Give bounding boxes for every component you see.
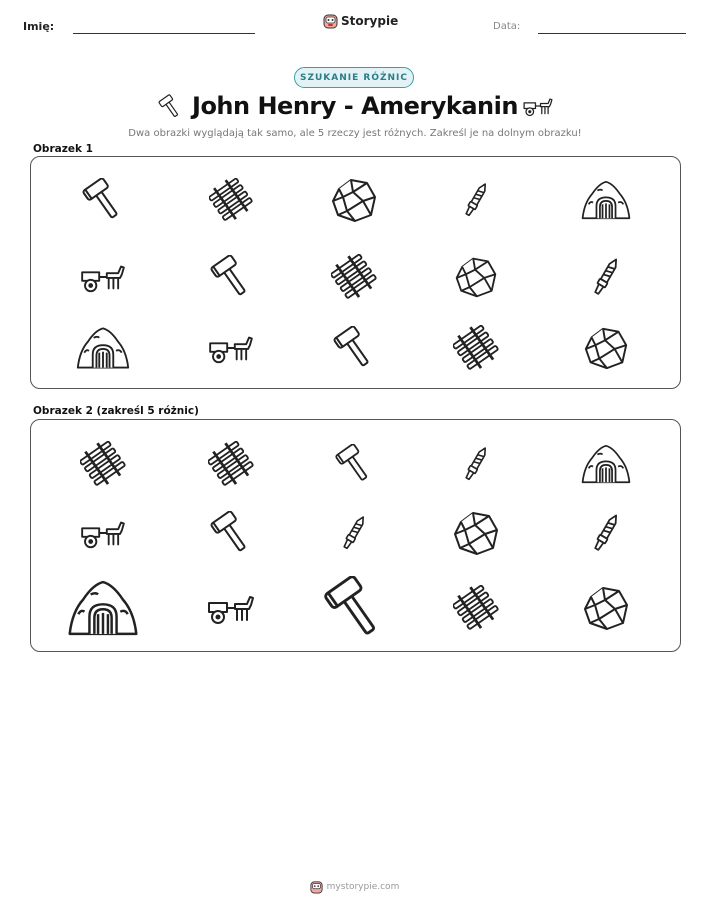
rock-icon	[329, 175, 379, 225]
storypie-mascot-icon	[323, 13, 338, 29]
rock-icon	[582, 324, 630, 372]
rock-icon[interactable]	[581, 583, 631, 633]
rail-track-icon	[453, 325, 499, 371]
rail-track-icon[interactable]	[453, 585, 499, 631]
spike-icon[interactable]	[456, 444, 496, 484]
activity-badge: SZUKANIE RÓŻNIC	[294, 67, 414, 88]
horse-cart-icon	[522, 94, 554, 118]
name-label: Imię:	[23, 20, 55, 33]
hammer-icon	[332, 326, 376, 370]
horse-cart-icon[interactable]	[79, 515, 127, 551]
hammer-icon	[81, 178, 125, 222]
picture-2-label: Obrazek 2 (zakreśl 5 różnic)	[33, 405, 199, 417]
date-write-line[interactable]	[538, 33, 686, 34]
rail-track-icon	[331, 254, 377, 300]
hammer-icon[interactable]	[334, 444, 374, 484]
horse-cart-icon	[207, 330, 255, 366]
hammer-icon[interactable]	[209, 511, 253, 555]
rock-icon[interactable]	[451, 508, 501, 558]
footer	[0, 880, 709, 894]
rail-track-icon	[209, 178, 253, 222]
brand-name: Storypie	[341, 14, 399, 28]
hammer-icon	[158, 94, 182, 120]
hammer-icon	[209, 255, 253, 299]
brand-logo	[323, 13, 398, 29]
storypie-mascot-icon	[310, 880, 323, 894]
rock-icon	[453, 254, 499, 300]
spike-icon	[584, 255, 628, 299]
instructions: Dwa obrazki wyglądają tak samo, ale 5 rzeczy jest różnych. Zakreśl je na dolnym obrazku!	[128, 128, 582, 139]
name-write-line[interactable]	[73, 33, 255, 34]
page-title: John Henry - Amerykanin	[192, 92, 518, 120]
spike-icon[interactable]	[584, 511, 628, 555]
horse-cart-icon[interactable]	[206, 589, 256, 627]
picture-1-label: Obrazek 1	[33, 143, 93, 155]
tunnel-icon[interactable]	[580, 438, 632, 490]
rail-track-icon[interactable]	[208, 441, 254, 487]
date-label: Data:	[493, 21, 521, 32]
spike-icon[interactable]	[334, 513, 374, 553]
tunnel-icon[interactable]	[66, 571, 140, 645]
tunnel-icon	[580, 174, 632, 226]
rail-track-icon[interactable]	[80, 441, 126, 487]
footer-url[interactable]: mystorypie.com	[326, 882, 400, 892]
tunnel-icon	[75, 320, 131, 376]
spike-icon	[456, 180, 496, 220]
horse-cart-icon	[79, 259, 127, 295]
hammer-icon[interactable]	[322, 576, 386, 640]
